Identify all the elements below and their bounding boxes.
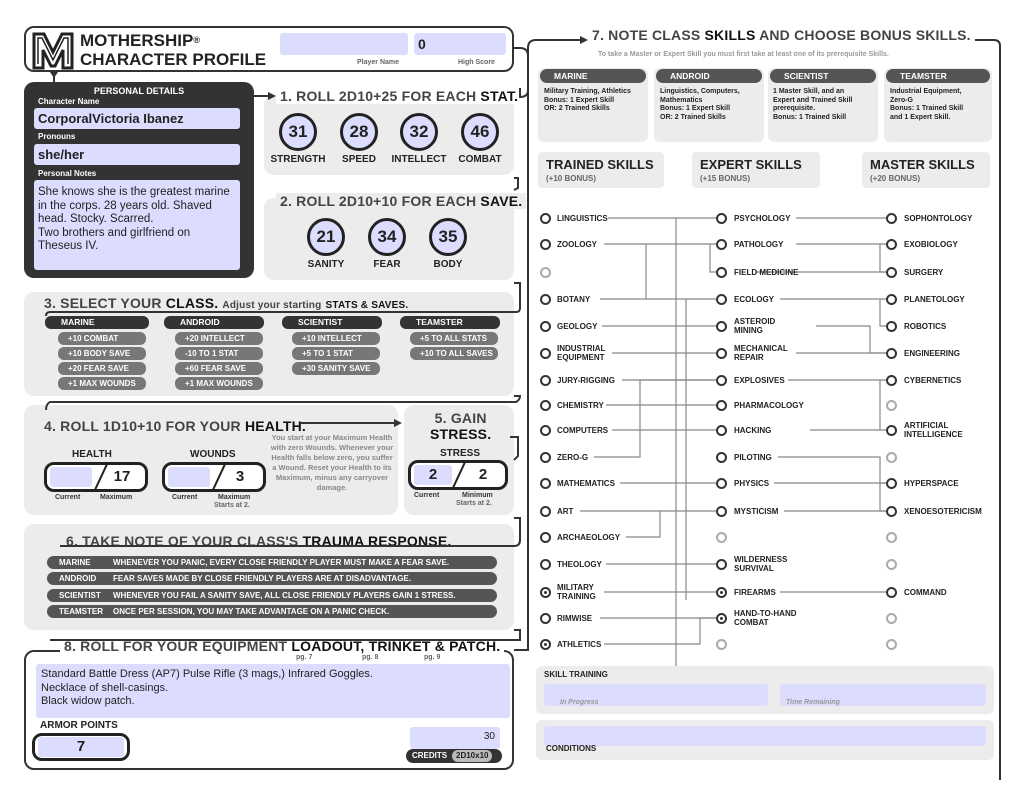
stat-speed-label: SPEED [342,154,376,165]
bonus: +10 INTELLECT [292,332,380,345]
save-body-value[interactable]: 35 [429,218,467,256]
health-max-value[interactable]: 17 [113,468,131,485]
wounds-current-label: Current [172,494,198,501]
trained-skill-label: BOTANY [557,295,591,304]
master-skill-label: PLANETOLOGY [904,295,965,304]
bonus: +30 SANITY SAVE [292,362,380,375]
master-skill-label: CYBERNETICS [904,376,962,385]
expert-skill-label: ASTEROID MINING [734,317,776,335]
bonus: +10 TO ALL SAVES [410,347,498,360]
skills-heading: 7. NOTE CLASS SKILLS AND CHOOSE BONUS SKILLS. [588,27,975,43]
trained-skill-label: RIMWISE [557,614,593,623]
pg-loadout: pg. 7 [296,654,313,661]
conditions-input[interactable] [544,726,986,746]
expert-skill-checkbox[interactable] [716,239,727,250]
master-skill-checkbox[interactable] [886,213,897,224]
high-score-label: High Score [458,59,495,66]
master-skill-label: ARTIFICIAL INTELLIGENCE [904,421,963,439]
expert-skill-checkbox[interactable] [716,452,727,463]
master-skill-checkbox[interactable] [886,375,897,386]
time-remaining-label: Time Remaining [786,699,840,706]
notes-label: Personal Notes [38,169,97,178]
save-sanity-value[interactable]: 21 [307,218,345,256]
in-progress-label: In Progress [560,699,599,706]
master-skill-label: HYPERSPACE [904,479,959,488]
stress-starts-label: Starts at 2. [456,500,492,507]
expert-skill-checkbox[interactable] [716,506,727,517]
stress-current-label: Current [414,492,440,499]
master-skill-checkbox[interactable] [886,506,897,517]
bonus: +10 BODY SAVE [58,347,146,360]
saves-heading: 2. ROLL 2D10+10 FOR EACH SAVE. [276,193,526,209]
expert-skill-checkbox[interactable] [716,425,727,436]
master-skill-checkbox[interactable] [886,239,897,250]
health-note: You start at your Maximum Health with zero Wounds. Whenever your Health falls below zero, you suffer a Wound. Reset your Health to its Maximum, minus any carryover damage. [270,433,394,492]
expert-skill-label: WILDERNESS SURVIVAL [734,555,788,573]
pronouns-label: Pronouns [38,132,76,141]
bonus: +1 MAX WOUNDS [175,377,263,390]
trained-skill-label: GEOLOGY [557,322,598,331]
credits-tag: CREDITS 2D10x10 [406,749,502,763]
high-score-input[interactable]: 0 [414,33,506,55]
trained-skill-label: JURY-RIGGING [557,376,615,385]
trained-skill-checkbox[interactable] [540,294,551,305]
stat-combat-value[interactable]: 46 [461,113,499,151]
expert-skill-checkbox[interactable] [716,321,727,332]
trained-skill-label: CHEMISTRY [557,401,604,410]
trained-skill-checkbox[interactable] [540,321,551,332]
expert-skill-label: PATHOLOGY [734,240,784,249]
expert-skill-label: PHYSICS [734,479,770,488]
master-skill-checkbox[interactable] [886,348,897,359]
class-marine[interactable]: MARINE [45,316,149,329]
pg-trinket: pg. 8 [362,654,379,661]
master-skill-checkbox[interactable] [886,321,897,332]
bonus: -10 TO 1 STAT [175,347,263,360]
bonus: +20 FEAR SAVE [58,362,146,375]
class-box-scientist-tag: SCIENTIST [770,69,876,83]
trained-skill-label: ZOOLOGY [557,240,597,249]
expert-skill-checkbox[interactable] [716,478,727,489]
expert-skill-checkbox[interactable] [716,639,727,650]
save-sanity-label: SANITY [307,259,345,270]
bonus: +20 INTELLECT [175,332,263,345]
bonus: +60 FEAR SAVE [175,362,263,375]
expert-skill-checkbox[interactable] [716,213,727,224]
stress-heading: 5. GAIN STRESS. [430,410,492,442]
expert-skill-checkbox[interactable] [716,559,727,570]
equipment-heading: 8. ROLL FOR YOUR EQUIPMENT LOADOUT, TRINKET & PATCH. [60,638,504,654]
class-box-marine-text: Military Training, Athletics Bonus: 1 Expert Skill OR: 2 Trained Skills [544,88,631,112]
trained-skill-checkbox[interactable] [540,613,551,624]
trained-skill-checkbox[interactable] [540,639,551,650]
trained-skill-checkbox[interactable] [540,348,551,359]
expert-skill-label: PHARMACOLOGY [734,401,804,410]
trauma-teamster: TEAMSTER ONCE PER SESSION, YOU MAY TAKE ADVANTAGE ON A PANIC CHECK. [47,605,497,618]
trained-skill-label: INDUSTRIAL EQUIPMENT [557,344,606,362]
trained-skill-checkbox[interactable] [540,587,551,598]
trained-skill-checkbox[interactable] [540,452,551,463]
expert-skill-checkbox[interactable] [716,294,727,305]
master-skill-checkbox[interactable] [886,559,897,570]
class-box-scientist-text: 1 Master Skill, and an Expert and Trained Skill prerequisite. Bonus: 1 Trained Skill [773,88,853,121]
master-skill-checkbox[interactable] [886,587,897,598]
armor-points-input[interactable]: 7 [38,737,124,757]
brand-title: MOTHERSHIP® [80,31,200,50]
expert-title: EXPERT SKILLS [700,157,802,172]
expert-skill-checkbox[interactable] [716,375,727,386]
stress-current-input[interactable]: 2 [414,465,452,485]
expert-skill-label: FIREARMS [734,588,776,597]
trained-skill-checkbox[interactable] [540,506,551,517]
master-skill-label: EXOBIOLOGY [904,240,958,249]
expert-skill-checkbox[interactable] [716,348,727,359]
master-skill-checkbox[interactable] [886,294,897,305]
trained-skill-label: LINGUISTICS [557,214,608,223]
trained-skill-checkbox[interactable] [540,239,551,250]
expert-skill-label: ECOLOGY [734,295,775,304]
trained-skill-label: ZERO-G [557,453,589,462]
master-skill-label: SURGERY [904,268,944,277]
wounds-starts-label: Starts at 2. [214,502,250,509]
stats-heading: 1. ROLL 2D10+25 FOR EACH STAT. [276,88,522,104]
class-heading: 3. SELECT YOUR CLASS. Adjust your starting STATS & SAVES. [44,295,409,311]
bonus: +1 MAX WOUNDS [58,377,146,390]
trauma-marine: MARINE WHENEVER YOU PANIC, EVERY CLOSE FRIENDLY PLAYER MUST MAKE A FEAR SAVE. [47,556,497,569]
trained-skill-label: MATHEMATICS [557,479,615,488]
character-name-input[interactable]: CorporalVictoria Ibanez [34,108,240,129]
brand-subtitle: CHARACTER PROFILE [80,50,267,69]
stat-speed-value[interactable]: 28 [340,113,378,151]
class-box-teamster-text: Industrial Equipment, Zero-G Bonus: 1 Trained Skill and 1 Expert Skill. [890,88,964,121]
name-label: Character Name [38,97,100,106]
class-teamster[interactable]: TEAMSTER [400,316,500,329]
bonus: +10 COMBAT [58,332,146,345]
master-bonus: (+20 BONUS) [870,174,921,183]
trained-skill-label: ATHLETICS [557,640,602,649]
health-heading: 4. ROLL 1D10+10 FOR YOUR HEALTH. [44,418,306,434]
expert-skill-checkbox[interactable] [716,400,727,411]
stress-minimum-value[interactable]: 2 [478,466,488,483]
expert-bonus: (+15 BONUS) [700,174,751,183]
master-skill-checkbox[interactable] [886,613,897,624]
master-title: MASTER SKILLS [870,157,975,172]
trained-skill-label: MILITARY TRAINING [557,583,596,601]
master-skill-checkbox[interactable] [886,267,897,278]
wounds-max-label: Maximum [218,494,251,501]
trained-skill-checkbox[interactable] [540,425,551,436]
stat-combat-label: COMBAT [458,154,502,165]
stat-intellect-label: INTELLECT [391,154,447,165]
trained-title: TRAINED SKILLS [546,157,654,172]
trained-skill-label: ARCHAEOLOGY [557,533,621,542]
class-scientist[interactable]: SCIENTIST [282,316,382,329]
save-body-label: BODY [433,259,463,270]
trained-skill-checkbox[interactable] [540,532,551,543]
personal-notes-input[interactable]: She knows she is the greatest marine in the corps. 28 years old. Shaved head. Stocky. Scarred. Two brothers and girlfriend on Theseus IV. [34,180,240,270]
conditions-label: CONDITIONS [546,744,597,753]
trained-skill-checkbox[interactable] [540,267,551,278]
trained-skill-checkbox[interactable] [540,478,551,489]
class-box-android-tag: ANDROID [656,69,762,83]
class-box-marine-tag: MARINE [540,69,646,83]
personal-details-title: PERSONAL DETAILS [93,86,185,96]
armor-label: ARMOR POINTS [40,720,118,731]
trained-bonus: (+10 BONUS) [546,174,597,183]
expert-skill-label: MECHANICAL REPAIR [734,344,788,362]
wounds-max-value[interactable]: 3 [235,468,245,485]
master-skill-checkbox[interactable] [886,478,897,489]
equipment-input[interactable]: Standard Battle Dress (AP7) Pulse Rifle (3 mags,) Infrared Goggles. Necklace of shell-casings. Black widow patch. [36,664,510,718]
expert-skill-label: EXPLOSIVES [734,376,785,385]
stress-label: STRESS [440,448,481,459]
stress-minimum-label: Minimum [462,492,493,499]
skill-training-label: SKILL TRAINING [544,670,608,679]
master-skill-checkbox[interactable] [886,639,897,650]
expert-skill-checkbox[interactable] [716,587,727,598]
class-box-android-text: Linguistics, Computers, Mathematics Bonus: 1 Expert Skill OR: 2 Trained Skills [660,88,740,121]
player-name-label: Player Name [357,59,400,66]
master-skill-checkbox[interactable] [886,400,897,411]
health-max-label: Maximum [100,494,133,501]
trauma-heading: 6. TAKE NOTE OF YOUR CLASS'S TRAUMA RESPONSE. [66,533,452,549]
trained-skill-checkbox[interactable] [540,213,551,224]
wounds-label: WOUNDS [190,449,236,460]
pronouns-input[interactable]: she/her [34,144,240,165]
expert-skill-label: PILOTING [734,453,772,462]
stat-strength-label: STRENGTH [270,154,326,165]
expert-skill-label: HAND-TO-HAND COMBAT [734,609,797,627]
skills-prereq: To take a Master or Expert Skill you must first take at least one of its prerequisite Skills. [598,51,889,58]
master-skill-label: ENGINEERING [904,349,961,358]
pg-patch: pg. 9 [424,654,441,661]
expert-skill-checkbox[interactable] [716,267,727,278]
bonus: +5 TO 1 STAT [292,347,380,360]
expert-skill-checkbox[interactable] [716,532,727,543]
expert-skill-checkbox[interactable] [716,613,727,624]
save-fear-label: FEAR [373,259,401,270]
trauma-scientist: SCIENTIST WHENEVER YOU FAIL A SANITY SAVE, ALL CLOSE FRIENDLY PLAYERS GAIN 1 STRESS. [47,589,497,602]
trained-skill-label: COMPUTERS [557,426,609,435]
master-skill-checkbox[interactable] [886,425,897,436]
master-skill-checkbox[interactable] [886,452,897,463]
save-fear-value[interactable]: 34 [368,218,406,256]
class-android[interactable]: ANDROID [164,316,264,329]
stat-strength-value[interactable]: 31 [279,113,317,151]
stat-intellect-value[interactable]: 32 [400,113,438,151]
health-label: HEALTH [72,449,112,460]
trained-skill-checkbox[interactable] [540,375,551,386]
health-current-label: Current [55,494,81,501]
trained-skill-label: ART [557,507,574,516]
master-skill-checkbox[interactable] [886,532,897,543]
credits-input[interactable]: 30 [410,727,500,749]
master-skill-label: XENOESOTERICISM [904,507,982,516]
trained-skill-checkbox[interactable] [540,559,551,570]
trained-skill-checkbox[interactable] [540,400,551,411]
expert-skill-label: MYSTICISM [734,507,779,516]
master-skill-label: SOPHONTOLOGY [904,214,973,223]
expert-skill-label: FIELD MEDICINE [734,268,799,277]
master-skill-label: ROBOTICS [904,322,947,331]
bonus: +5 TO ALL STATS [410,332,498,345]
expert-skill-label: HACKING [734,426,772,435]
master-skill-label: COMMAND [904,588,947,597]
trained-skill-label: THEOLOGY [557,560,602,569]
expert-skill-label: PSYCHOLOGY [734,214,791,223]
trauma-android: ANDROID FEAR SAVES MADE BY CLOSE FRIENDLY PLAYERS ARE AT DISADVANTAGE. [47,572,497,585]
class-box-teamster-tag: TEAMSTER [886,69,990,83]
